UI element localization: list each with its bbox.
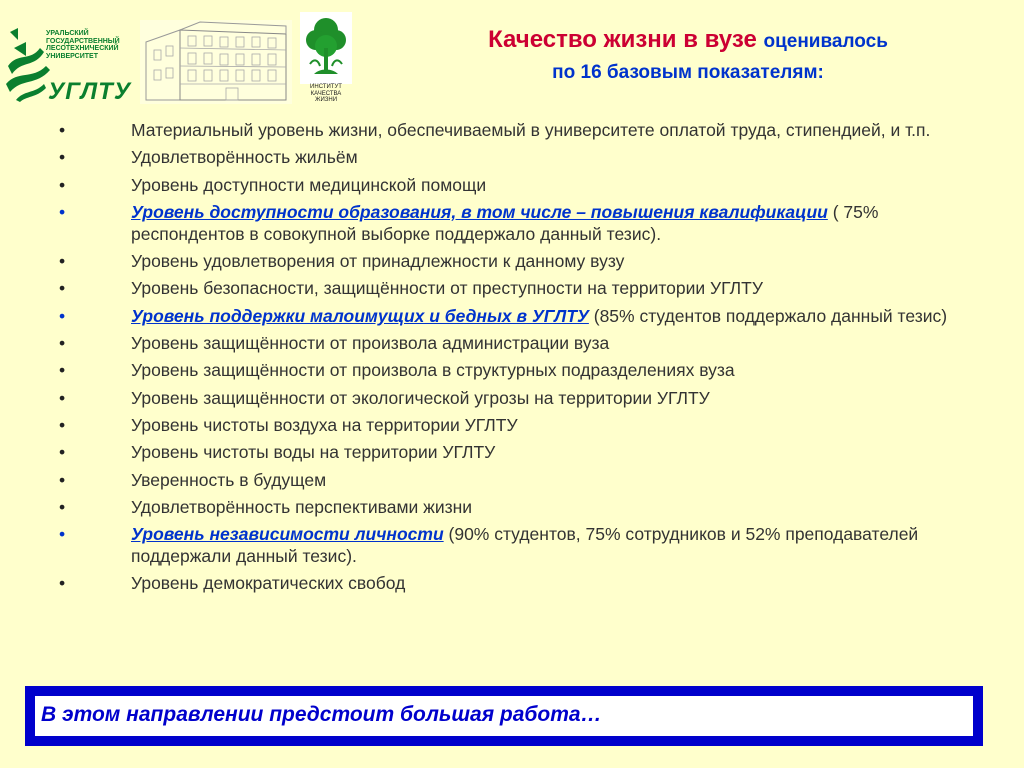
university-full-name [46, 30, 142, 60]
item-highlight: Уровень независимости личности [131, 524, 444, 545]
list-item [0, 387, 1024, 409]
slide-header [0, 0, 1024, 120]
item-text: Удовлетворённость жильём [131, 147, 358, 168]
item-text: Уровень защищённости от произвола в структурных подразделениях вуза [131, 360, 735, 381]
list-item-highlighted [0, 201, 1024, 245]
item-text: Уверенность в будущем [131, 469, 327, 490]
list-item [0, 572, 1024, 594]
list-item [0, 414, 1024, 436]
list-item [0, 174, 1024, 196]
bullet: • [59, 174, 66, 195]
title-line-1 [360, 26, 1016, 54]
university-name-line: ЛЕСОТЕХНИЧЕСКИЙ [46, 45, 119, 52]
indicator-list [0, 119, 1024, 600]
list-item [0, 359, 1024, 381]
item-text: Уровень доступности медицинской помощи [131, 174, 487, 195]
bullet: • [59, 305, 66, 326]
bullet: • [59, 496, 66, 517]
item-text: Материальный уровень жизни, обеспечиваемый в университете оплатой труда, стипендией, и т.п. [131, 120, 931, 140]
bullet: • [59, 201, 66, 222]
university-name-line: УРАЛЬСКИЙ [46, 30, 89, 37]
bullet: • [59, 120, 66, 140]
title-main: Качество жизни в вузе [488, 26, 757, 53]
title-rest: оценивалось [763, 31, 888, 52]
item-text: Уровень демократических свобод [131, 573, 406, 594]
institute-caption-line: ЖИЗНИ [314, 97, 338, 103]
item-highlight: Уровень поддержки малоимущих и бедных в УГЛТУ [131, 305, 589, 326]
institute-caption-line: ИНСТИТУТ [310, 84, 342, 90]
item-text: Уровень удовлетворения от принадлежности к данному вузу [131, 251, 625, 272]
university-logo [4, 22, 140, 105]
bullet: • [59, 469, 66, 490]
bullet: • [59, 251, 66, 272]
list-item [0, 277, 1024, 299]
item-text: (90% студентов, 75% сотрудников и 52% преподавателей поддержали данный тезис). [131, 524, 919, 567]
university-abbr: УГЛТУ [48, 78, 132, 105]
list-item [0, 496, 1024, 518]
institute-logo [300, 12, 352, 106]
item-text: Уровень безопасности, защищённости от преступности на территории УГЛТУ [131, 278, 763, 299]
conclusion-text: В этом направлении предстоит большая работа… [41, 703, 602, 726]
list-item [0, 119, 1024, 141]
item-text: (85% студентов поддержало данный тезис) [588, 305, 948, 326]
list-item [0, 146, 1024, 168]
university-name-line: ГОСУДАРСТВЕННЫЙ [46, 37, 120, 45]
university-emblem-icon [4, 22, 52, 102]
item-text: Уровень чистоты воды на территории УГЛТУ [131, 442, 496, 463]
item-text: Уровень чистоты воздуха на территории УГЛТУ [131, 414, 518, 435]
bullet: • [59, 278, 66, 299]
bullet: • [59, 524, 66, 545]
item-highlight: Уровень доступности образования, в том числе – повышения квалификации [131, 201, 828, 222]
item-text: ( 75% респондентов в совокупной выборке поддержало данный тезис). [131, 201, 879, 244]
list-item [0, 441, 1024, 463]
list-item [0, 469, 1024, 491]
list-item-highlighted [0, 523, 1024, 567]
bullet: • [59, 414, 66, 435]
bullet: • [59, 387, 66, 408]
conclusion-box [25, 686, 983, 746]
conclusion-box-inner [35, 696, 973, 736]
list-item-highlighted [0, 305, 1024, 327]
bullet: • [59, 147, 66, 168]
slide-title [360, 26, 1016, 84]
bullet: • [59, 333, 66, 354]
title-line-2: по 16 базовым показателям: [552, 62, 824, 83]
bullet: • [59, 573, 66, 594]
list-item [0, 250, 1024, 272]
list-item [0, 332, 1024, 354]
institute-caption [300, 84, 352, 104]
bullet: • [59, 442, 66, 463]
item-text: Уровень защищённости от произвола администрации вуза [131, 333, 610, 354]
university-building-icon [140, 20, 292, 104]
item-text: Удовлетворённость перспективами жизни [131, 496, 473, 517]
university-name-line: УНИВЕРСИТЕТ [46, 52, 98, 60]
institute-caption-line: КАЧЕСТВА [310, 90, 342, 97]
item-text: Уровень защищённости от экологической угрозы на территории УГЛТУ [131, 387, 710, 408]
bullet: • [59, 360, 66, 381]
tree-icon [300, 12, 352, 84]
